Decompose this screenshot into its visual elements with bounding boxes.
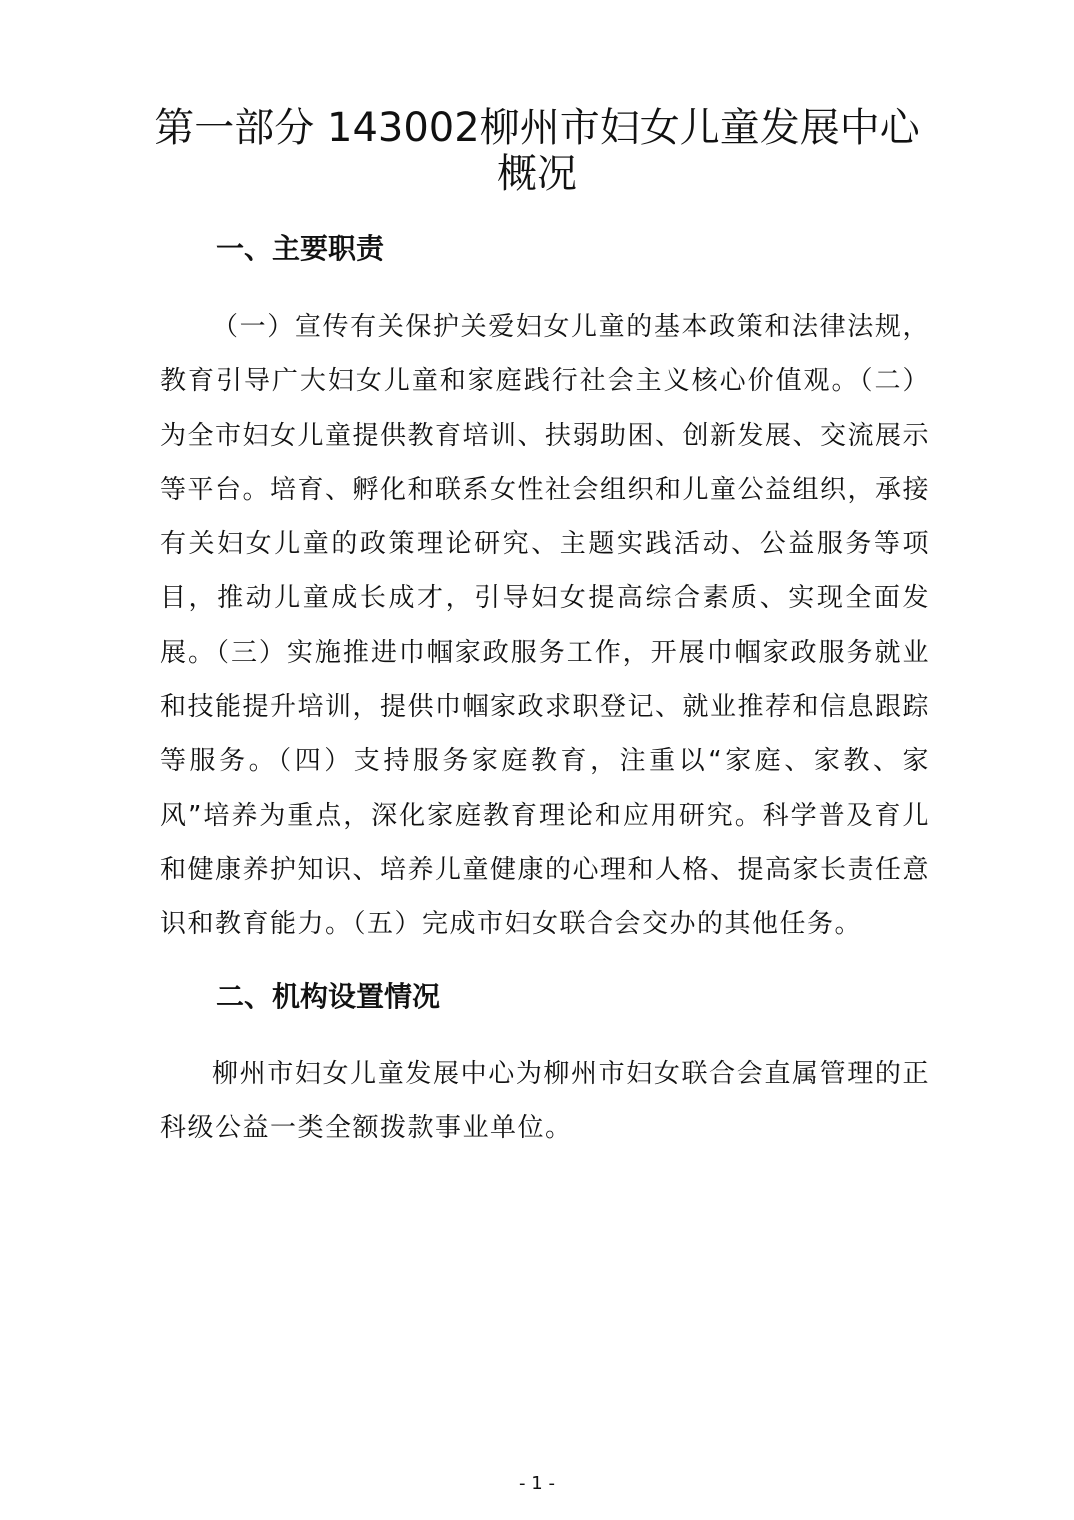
section-body-main-duties: （一）宣传有关保护关爱妇女儿童的基本政策和法律法规，教育引导广大妇女儿童和家庭践行社会主义核心价值观。（二）为全市妇女儿童提供教育培训、扶弱助困、创新发展、交流展示等平台。培育、孵化和联系女性社会组织和儿童公益组织，承接有关妇女儿童的政策理论研究、主题实践活动、公益服务等项目，推动儿童成长成才，引导妇女提高综合素质、实现全面发展。（三）实施推进巾帼家政服务工作，开展巾帼家政服务就业和技能提升培训，提供巾帼家政求职登记、就业推荐和信息跟踪等服务。（四）支持服务家庭教育，注重以“家庭、家教、家风”培养为重点，深化家庭教育理论和应用研究。科学普及育儿和健康养护知识、培养儿童健康的心理和人格、提高家长责任意识和教育能力。（五）完成市妇女联合会交办的其他任务。	[160, 312, 931, 940]
section-heading-main-duties: 一、主要职责	[216, 232, 385, 265]
page-number: - 1 -	[519, 1473, 555, 1494]
page-title-line-1: 第一部分 143002柳州市妇女儿童发展中心	[154, 105, 920, 151]
page-title-line-2: 概况	[497, 151, 577, 197]
section-heading-organization: 二、机构设置情况	[216, 980, 441, 1013]
section-body-organization: 柳州市妇女儿童发展中心为柳州市妇女联合会直属管理的正科级公益一类全额拨款事业单位。	[160, 1059, 930, 1144]
page-title	[140, 105, 934, 197]
